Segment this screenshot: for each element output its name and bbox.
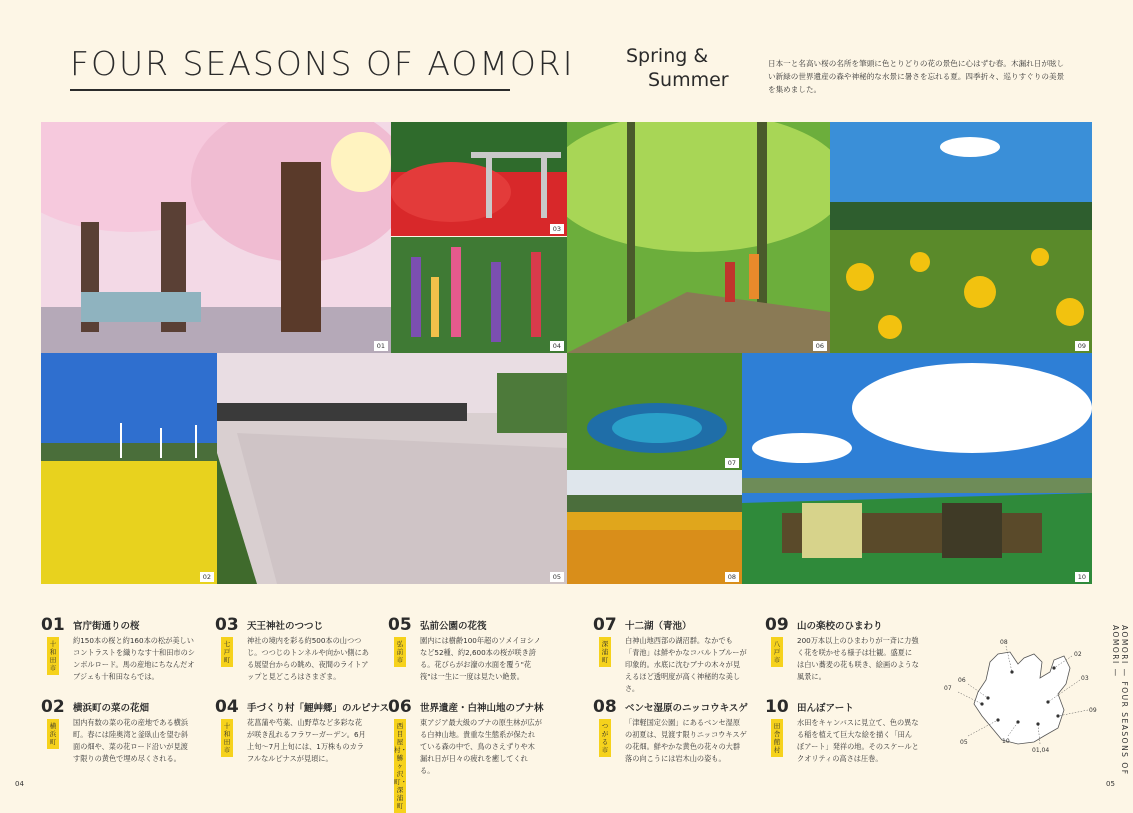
map-label: 05 xyxy=(960,739,968,746)
entry-number: 08 xyxy=(593,697,617,717)
photo-10 xyxy=(742,353,1092,584)
photo-08 xyxy=(567,470,742,584)
entry-description: 白神山地西部の湖沼群。なかでも「青池」は鮮やかなコバルトブルーが印象的。水底に沈むブナの木々が見えるほど透明度が高く神秘的な美しさ。 xyxy=(625,636,747,693)
entry-name: 横浜町の菜の花畑 xyxy=(73,703,150,714)
entry-number: 05 xyxy=(388,615,412,635)
entry-number: 04 xyxy=(215,697,239,717)
entry-06 xyxy=(388,697,544,810)
entry-description: 「津軽国定公園」にあるベンセ湿原の初夏は、見渡す限りニッコウキスゲの花畑。鮮やかな黄色の花々の大群落の向こうには岩木山の姿も。 xyxy=(625,718,747,763)
entry-07 xyxy=(593,615,747,695)
season-line-1: Spring & xyxy=(626,45,709,67)
photo-05 xyxy=(217,353,567,584)
entry-number: 09 xyxy=(765,615,789,635)
photo-01 xyxy=(41,122,391,353)
title-underline xyxy=(70,89,510,91)
entry-04 xyxy=(215,697,390,777)
photo-number: 02 xyxy=(200,572,214,582)
photo-number: 03 xyxy=(550,224,564,234)
entry-description: 200万本以上のひまわりが一斉に力強く花を咲かせる様子は壮観。盛夏には白い蕎麦の花も咲き、絵画のような風景に。 xyxy=(797,636,919,681)
entry-name: 山の楽校のひまわり xyxy=(797,621,883,632)
location-tag: つがる市 xyxy=(599,719,611,757)
entry-05 xyxy=(388,615,541,695)
map-label: 09 xyxy=(1089,707,1097,714)
location-tag: 七戸町 xyxy=(221,637,233,667)
map-label: 08 xyxy=(1000,639,1008,646)
map-label: 02 xyxy=(1074,651,1082,658)
photo-number: 05 xyxy=(550,572,564,582)
map-label: 06 xyxy=(958,677,966,684)
location-tag: 深浦町 xyxy=(599,637,611,667)
map-label: 07 xyxy=(944,685,952,692)
photo-03 xyxy=(391,122,567,236)
location-tag: 横浜町 xyxy=(47,719,59,749)
entry-number: 10 xyxy=(765,697,789,717)
photo-04 xyxy=(391,237,567,353)
entry-09 xyxy=(765,615,919,695)
entry-10 xyxy=(765,697,919,777)
entry-02 xyxy=(41,697,191,777)
location-tag: 十和田市 xyxy=(47,637,59,675)
entry-name: ベンセ湿原のニッコウキスゲ xyxy=(625,703,748,714)
entry-name: 天王神社のつつじ xyxy=(247,621,324,632)
entry-number: 07 xyxy=(593,615,617,635)
page-title: FOUR SEASONS OF AOMORI xyxy=(70,44,575,83)
map-label: 10 xyxy=(1002,738,1010,745)
map-label: 01,04 xyxy=(1032,747,1050,754)
page-number-left: 04 xyxy=(15,780,24,788)
photo-09 xyxy=(830,122,1092,353)
photo-06 xyxy=(567,122,830,353)
entry-name: 官庁街通りの桜 xyxy=(73,621,140,632)
photo-number: 09 xyxy=(1075,341,1089,351)
photo-number: 04 xyxy=(550,341,564,351)
entry-name: 弘前公園の花筏 xyxy=(420,621,487,632)
intro-text: 日本一と名高い桜の名所を筆頭に色とりどりの花の景色に心はずむ春。木漏れ日が眩しい新緑の世界遺産の森や神秘的な水景に暑さを忘れる夏。四季折々、巡りすぐりの美景を集めました。 xyxy=(768,59,1065,94)
aomori-location-map xyxy=(938,632,1108,757)
entry-description: 園内には樹齢100年超のソメイヨシノなど52種、約2,600本の桜が咲き誇る。花びらがお濠の水面を覆う"花筏"は一生に一度は見たい絶景。 xyxy=(420,636,541,681)
location-tag: 弘前市 xyxy=(394,637,406,667)
photo-number: 08 xyxy=(725,572,739,582)
entry-description: 東アジア最大級のブナの原生林が広がる白神山地。貴重な生態系が保たれている森の中で、鳥のさえずりや木漏れ日が日々の疲れを癒してくれる。 xyxy=(420,718,542,775)
entry-description: 国内有数の菜の花の産地である横浜町。春には陸奥湾と釜臥山を望む斜面の畑や、菜の花ロード沿いが見渡す限りの黄色で埋め尽くされる。 xyxy=(73,718,189,763)
page-number-right: 05 xyxy=(1106,780,1115,788)
photo-number: 01 xyxy=(374,341,388,351)
photo-02 xyxy=(41,353,217,584)
entry-description: 神社の境内を彩る約500本の山つつじ。つつじのトンネルや向かい側にある展望台からの眺め、夜間のライトアップと見どころはさまざま。 xyxy=(247,636,369,681)
entry-number: 03 xyxy=(215,615,239,635)
entry-number: 01 xyxy=(41,615,65,635)
entry-description: 約150本の桜と約160本の松が美しいコントラストを織りなす十和田市のシンボルロード。馬の産地にちなんだオブジェも十和田ならでは。 xyxy=(73,636,195,681)
entry-description: 水田をキャンバスに見立て、色の異なる稲を植えて巨大な絵を描く「田んぼアート」発祥の地。そのスケールとクオリティの高さは圧巻。 xyxy=(797,718,919,763)
entry-name: 田んぼアート xyxy=(797,703,854,714)
photo-07 xyxy=(567,353,742,470)
entry-08 xyxy=(593,697,748,777)
entry-name: 世界遺産・白神山地のブナ林 xyxy=(420,703,544,714)
season-line-2: Summer xyxy=(648,69,729,91)
location-tag: 西目屋村・鰺ヶ沢町・深浦町 xyxy=(394,719,406,813)
entry-name: 十二湖（青池） xyxy=(625,621,692,632)
entry-description: 花菖蒲や芍薬、山野草など多彩な花が咲き乱れるフラワーガーデン。6月上旬〜7月上旬には、1万株ものカラフルなルピナスが見頃に。 xyxy=(247,718,366,763)
photo-number: 06 xyxy=(813,341,827,351)
side-caption: AOMORI — FOUR SEASONS OF AOMORI — xyxy=(1111,625,1129,776)
map-label: 03 xyxy=(1081,675,1089,682)
season-heading xyxy=(626,44,729,92)
entry-03 xyxy=(215,615,369,695)
entry-01 xyxy=(41,615,195,695)
location-tag: 田舎館村 xyxy=(771,719,783,757)
photo-number: 07 xyxy=(725,458,739,468)
photo-number: 10 xyxy=(1075,572,1089,582)
entry-number: 02 xyxy=(41,697,65,717)
location-tag: 八戸市 xyxy=(771,637,783,667)
entry-name: 手づくり村「鯉艸郷」のルピナス xyxy=(247,703,390,714)
location-tag: 十和田市 xyxy=(221,719,233,757)
entry-number: 06 xyxy=(388,697,412,717)
